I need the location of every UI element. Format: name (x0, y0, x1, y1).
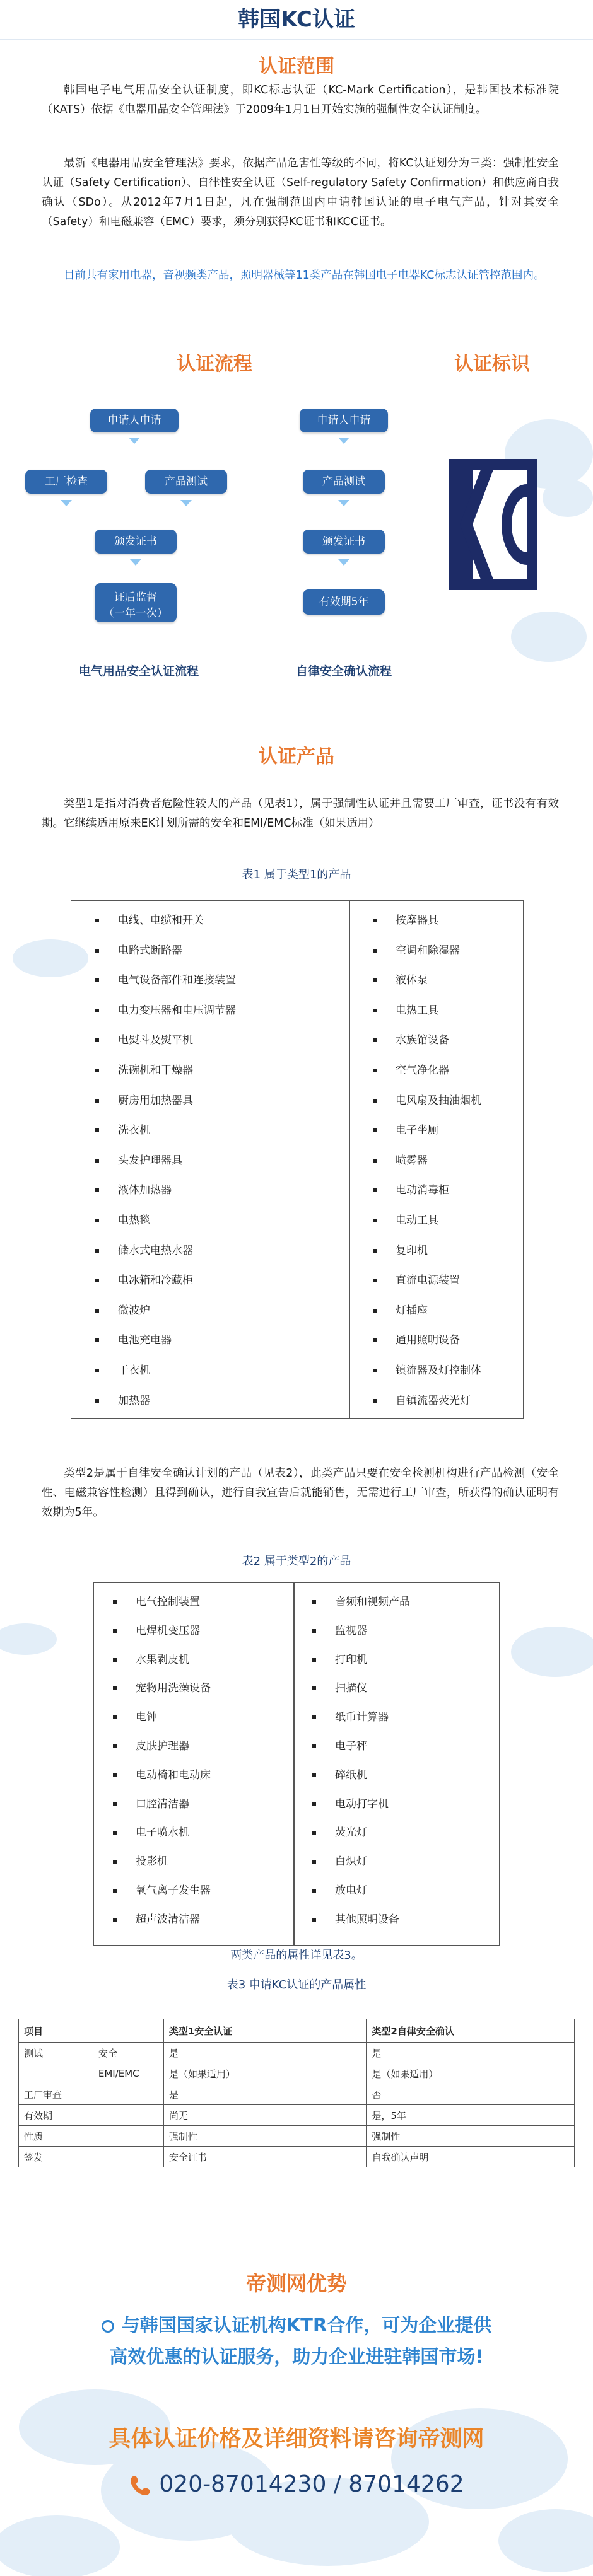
table3-title: 表3 申请KC认证的产品属性 (226, 1978, 367, 1992)
arrow-down-icon (129, 438, 140, 444)
table-cell: 安全证书 (163, 2147, 367, 2167)
self-confirm-flow-caption: 自律安全确认流程 (295, 664, 392, 678)
bullet-icon (312, 1686, 316, 1690)
table2-title: 表2 属于类型2的产品 (242, 1555, 351, 1568)
list-item (312, 1651, 367, 1666)
bullet-icon (312, 1860, 316, 1864)
bullet-circle-icon (102, 2320, 114, 2333)
list-item-label: 水果剥皮机 (136, 1653, 189, 1666)
bullet-icon (95, 1128, 99, 1132)
list-item-label: 电风扇及抽油烟机 (396, 1094, 481, 1107)
list-item (373, 1211, 438, 1227)
list-item (95, 941, 182, 957)
list-item (373, 1241, 428, 1257)
kc-mark-logo (449, 459, 537, 590)
list-item (373, 1331, 460, 1347)
table-row (19, 2043, 575, 2063)
bullet-icon (373, 1369, 377, 1372)
table-cell: 安全 (93, 2043, 163, 2063)
list-item (373, 1031, 449, 1047)
bullet-icon (373, 1038, 377, 1042)
table1 (71, 900, 524, 1419)
list-item-label: 灯插座 (396, 1304, 428, 1317)
list-item (95, 1361, 150, 1377)
list-item (373, 1361, 481, 1377)
list-item-label: 洗碗机和干燥器 (118, 1064, 193, 1077)
table2-divider (293, 1583, 295, 1945)
phone-number[interactable]: 020-87014230 / 87014262 (159, 2471, 464, 2497)
bullet-icon (373, 1338, 377, 1342)
process-heading: 认证流程 (177, 353, 252, 375)
type2-description: 类型2是属于自律安全确认计划的产品（见表2），此类产品只要在安全检测机构进行产品检测（安全性、电磁兼容性检测）且得到确认，进行自我宣告后就能销售，无需进行工厂审查，所获得的确认证明有效期为5年。 (42, 1467, 559, 1519)
flow-right-valid: 有效期5年 (303, 589, 385, 615)
flow-left-factory: 工厂检查 (25, 470, 107, 494)
table-cell: 签发 (19, 2147, 164, 2167)
list-item (95, 1061, 193, 1077)
list-item-label: 电动椅和电动床 (136, 1768, 211, 1782)
bullet-icon (312, 1600, 316, 1604)
attr-intro: 两类产品的属性详见表3。 (230, 1949, 363, 1962)
list-item (95, 1331, 172, 1347)
list-item-label: 口腔清洁器 (136, 1797, 189, 1811)
list-item (95, 1391, 150, 1407)
table-cell: 是（如果适用） (367, 2063, 575, 2084)
list-item (95, 1271, 193, 1287)
bullet-icon (373, 1399, 377, 1403)
table-row (19, 2126, 575, 2147)
list-item-label: 电线、电缆和开关 (118, 914, 204, 927)
list-item (95, 1301, 150, 1317)
list-item (95, 1001, 236, 1017)
bullet-icon (373, 1128, 377, 1132)
list-item (95, 1241, 193, 1257)
bullet-icon (95, 919, 99, 922)
table3 (18, 2019, 575, 2167)
bullet-icon (95, 1369, 99, 1372)
bullet-icon (95, 1188, 99, 1192)
flow-right-apply: 申请人申请 (300, 409, 388, 432)
table-cell: 否 (367, 2084, 575, 2105)
bullet-icon (113, 1860, 117, 1864)
bullet-icon (312, 1802, 316, 1806)
list-item (312, 1679, 367, 1695)
list-item-label: 空调和除湿器 (396, 944, 460, 957)
list-item (373, 911, 438, 927)
arrow-down-icon (338, 559, 349, 566)
list-item-label: 电力变压器和电压调节器 (118, 1004, 236, 1017)
list-item (373, 1301, 428, 1317)
list-item-label: 空气净化器 (396, 1064, 449, 1077)
bullet-icon (95, 1338, 99, 1342)
bullet-icon (373, 1159, 377, 1163)
list-item (312, 1708, 389, 1724)
list-item-label: 打印机 (335, 1653, 367, 1666)
list-item-label: 电子坐厕 (396, 1124, 438, 1137)
arrow-down-icon (130, 559, 141, 566)
list-item-label: 自镇流器荧光灯 (396, 1394, 471, 1407)
list-item (373, 941, 460, 957)
list-item-label: 碎纸机 (335, 1768, 367, 1782)
table-cell: 尚无 (163, 2105, 367, 2126)
scope-heading: 认证范围 (259, 55, 334, 78)
table-cell: 类型1安全认证 (163, 2019, 367, 2043)
bullet-icon (373, 978, 377, 982)
bullet-icon (95, 1038, 99, 1042)
flow-left-test: 产品测试 (145, 470, 227, 494)
list-item-label: 电焊机变压器 (136, 1624, 200, 1637)
list-item (113, 1910, 200, 1926)
table-cell: 自我确认声明 (367, 2147, 575, 2167)
list-item-label: 通用照明设备 (396, 1334, 460, 1347)
list-item-label: 直流电源装置 (396, 1274, 460, 1287)
list-item (373, 1391, 471, 1407)
bullet-icon (373, 1279, 377, 1282)
flow-left-supervise (95, 583, 177, 622)
table-cell: 是（如果适用） (163, 2063, 367, 2084)
bullet-icon (113, 1773, 117, 1777)
table-cell: 类型2自律安全确认 (367, 2019, 575, 2043)
bullet-icon (113, 1658, 117, 1662)
bullet-icon (95, 1249, 99, 1253)
scope-paragraph-2: 最新《电器用品安全管理法》要求，依据产品危害性等级的不同，将KC认证划分为三类：强制性安全认证（Safety Certification）、自律性安全认证（Self-regulatory Safety Confirmation）和供应商自我确认（SDo）。从2012年7月1日起，凡在强制范围内申请韩国认证的电子电气产品，针对其安全（Safety）和电磁兼容（EMC）要求，须分别获得KC证书和KCC证书。 (42, 157, 559, 228)
list-item-label: 电动工具 (396, 1214, 438, 1227)
list-item (95, 1121, 150, 1137)
advantage-text-1: 与韩国国家认证机构KTR合作，可为企业提供 (121, 2314, 492, 2336)
bullet-icon (312, 1658, 316, 1662)
bullet-icon (113, 1600, 117, 1604)
arrow-down-icon (61, 500, 72, 506)
list-item (113, 1651, 189, 1666)
bullet-icon (95, 1069, 99, 1072)
phone-line[interactable] (0, 2471, 593, 2497)
arrow-down-icon (338, 438, 349, 444)
safety-flow-caption: 电气用品安全认证流程 (78, 664, 199, 678)
bullet-icon (113, 1918, 117, 1922)
bullet-icon (373, 1009, 377, 1012)
list-item-label: 液体加热器 (118, 1184, 172, 1197)
list-item-label: 电冰箱和冷藏柜 (118, 1274, 193, 1287)
list-item (312, 1622, 367, 1637)
advantage-line-1 (0, 2311, 593, 2337)
bullet-icon (95, 978, 99, 982)
table-cell: 是 (163, 2084, 367, 2105)
list-item-label: 电路式断路器 (118, 944, 182, 957)
list-item-label: 监视器 (335, 1624, 367, 1637)
list-item-label: 电熨斗及熨平机 (118, 1034, 193, 1047)
list-item (95, 1091, 193, 1107)
arrow-down-icon (338, 500, 349, 506)
bullet-icon (312, 1831, 316, 1835)
bullet-icon (373, 1099, 377, 1103)
list-item (373, 1091, 481, 1107)
table-row (19, 2105, 575, 2126)
bullet-icon (113, 1802, 117, 1806)
list-item-label: 宠物用洗澡设备 (136, 1682, 211, 1695)
list-item-label: 液体泵 (396, 974, 428, 987)
list-item (373, 1001, 438, 1017)
table-cell: 强制性 (163, 2126, 367, 2147)
list-item (373, 1181, 449, 1197)
list-item-label: 电热工具 (396, 1004, 438, 1017)
flow-left-supervise-line1: 证后监督 (114, 591, 157, 604)
bullet-icon (373, 949, 377, 953)
list-item-label: 皮肤护理器 (136, 1740, 189, 1753)
table-cell: 有效期 (19, 2105, 164, 2126)
list-item (113, 1593, 200, 1608)
table-row (19, 2147, 575, 2167)
bullet-icon (312, 1744, 316, 1748)
list-item-label: 电子喷水机 (136, 1826, 189, 1840)
list-item-label: 洗衣机 (118, 1124, 150, 1137)
flow-left-apply: 申请人申请 (90, 409, 179, 432)
bullet-icon (95, 1159, 99, 1163)
list-item-label: 超声波清洁器 (136, 1913, 200, 1926)
table2 (93, 1582, 500, 1946)
bullet-icon (95, 1399, 99, 1403)
bullet-icon (373, 1188, 377, 1192)
bullet-icon (312, 1773, 316, 1777)
bullet-icon (373, 1069, 377, 1072)
list-item (95, 1211, 150, 1227)
bullet-icon (373, 1249, 377, 1253)
page-title: 韩国KC认证 (0, 0, 593, 40)
list-item-label: 放电灯 (335, 1884, 367, 1897)
bullet-icon (113, 1744, 117, 1748)
list-item-label: 水族馆设备 (396, 1034, 449, 1047)
list-item-label: 储水式电热水器 (118, 1244, 193, 1257)
table-cell: 是 (163, 2043, 367, 2063)
list-item-label: 微波炉 (118, 1304, 150, 1317)
type1-description: 类型1是指对消费者危险性较大的产品（见表1），属于强制性认证并且需要工厂审查，证书没有有效期。它继续适用原来EK计划所需的安全和EMI/EMC标准（如果适用） (42, 798, 559, 830)
flow-right-test: 产品测试 (303, 470, 385, 494)
bullet-icon (373, 1219, 377, 1222)
list-item (113, 1708, 157, 1724)
list-item-label: 电池充电器 (118, 1334, 172, 1347)
list-item-label: 复印机 (396, 1244, 428, 1257)
list-item-label: 电子秤 (335, 1740, 367, 1753)
list-item (95, 1151, 182, 1167)
list-item (373, 1061, 449, 1077)
bullet-icon (113, 1831, 117, 1835)
table-row (19, 2084, 575, 2105)
list-item-label: 纸币计算器 (335, 1711, 389, 1724)
list-item-label: 氧气离子发生器 (136, 1884, 211, 1897)
list-item-label: 加热器 (118, 1394, 150, 1407)
bullet-icon (113, 1889, 117, 1893)
table-cell: 是 (367, 2043, 575, 2063)
list-item-label: 厨房用加热器具 (118, 1094, 193, 1107)
list-item-label: 干衣机 (118, 1364, 150, 1377)
list-item (312, 1593, 410, 1608)
bullet-icon (373, 1309, 377, 1313)
table-cell: 是，5年 (367, 2105, 575, 2126)
flow-left-supervise-line2: （一年一次） (103, 607, 168, 620)
table-cell: EMI/EMC (93, 2063, 163, 2084)
bullet-icon (95, 1309, 99, 1313)
list-item-label: 镇流器及灯控制体 (396, 1364, 481, 1377)
list-item (312, 1910, 399, 1926)
bullet-icon (113, 1629, 117, 1633)
list-item-label: 头发护理器具 (118, 1154, 182, 1167)
list-item-label: 投影机 (136, 1855, 168, 1869)
phone-icon (129, 2473, 153, 2497)
list-item-label: 白炽灯 (335, 1855, 367, 1869)
list-item-label: 音频和视频产品 (335, 1596, 410, 1608)
list-item-label: 电钟 (136, 1711, 157, 1724)
bullet-icon (95, 1099, 99, 1103)
list-item (95, 1031, 193, 1047)
list-item (373, 1151, 428, 1167)
list-item (373, 1271, 460, 1287)
table-cell: 性质 (19, 2126, 164, 2147)
mark-heading: 认证标识 (454, 353, 530, 375)
bullet-icon (312, 1918, 316, 1922)
scope-paragraph-1: 韩国电子电气用品安全认证制度，即KC标志认证（KC-Mark Certification），是韩国技术标准院（KATS）依据《电器用品安全管理法》于2009年1月1日开始实施的强制性安全认证制度。 (42, 84, 559, 116)
list-item (95, 911, 204, 927)
list-item (312, 1766, 367, 1782)
bullet-icon (312, 1629, 316, 1633)
table-cell: 项目 (19, 2019, 164, 2043)
bullet-icon (95, 949, 99, 953)
list-item (312, 1795, 389, 1811)
table-cell: 测试 (19, 2043, 93, 2084)
bullet-icon (312, 1889, 316, 1893)
list-item (113, 1795, 189, 1811)
list-item (113, 1823, 189, 1839)
list-item-label: 电热毯 (118, 1214, 150, 1227)
list-item (373, 971, 428, 987)
list-item (113, 1881, 211, 1897)
list-item-label: 电动打字机 (335, 1797, 389, 1811)
list-item-label: 电气控制装置 (136, 1596, 200, 1608)
list-item (95, 1181, 172, 1197)
list-item (113, 1622, 200, 1637)
list-item-label: 电动消毒柜 (396, 1184, 449, 1197)
flow-left-issue: 颁发证书 (95, 530, 177, 554)
scope-paragraph-3: 目前共有家用电器，音视频类产品，照明器械等11类产品在韩国电子电器KC标志认证管控范围内。 (64, 269, 545, 282)
bullet-icon (113, 1715, 117, 1719)
bullet-icon (373, 919, 377, 922)
list-item-label: 扫描仪 (335, 1682, 367, 1695)
list-item-label: 其他照明设备 (335, 1913, 399, 1926)
table-row (19, 2019, 575, 2043)
bullet-icon (312, 1715, 316, 1719)
list-item (113, 1679, 211, 1695)
advantage-heading: 帝测网优势 (245, 2271, 347, 2295)
bullet-icon (95, 1009, 99, 1012)
list-item-label: 电气设备部件和连接装置 (118, 974, 236, 987)
list-item (95, 971, 236, 987)
table1-divider (349, 901, 350, 1418)
bullet-icon (95, 1279, 99, 1282)
list-item (113, 1852, 168, 1868)
table1-title: 表1 属于类型1的产品 (242, 868, 351, 881)
list-item (113, 1766, 211, 1782)
list-item (312, 1737, 367, 1753)
bullet-icon (95, 1219, 99, 1222)
advantage-line-2: 高效优惠的认证服务，助力企业进驻韩国市场! (109, 2346, 484, 2367)
list-item-label: 按摩器具 (396, 914, 438, 927)
bullet-icon (113, 1686, 117, 1690)
table-cell: 工厂审查 (19, 2084, 164, 2105)
list-item (312, 1852, 367, 1868)
table-cell: 强制性 (367, 2126, 575, 2147)
consult-banner: 具体认证价格及详细资料请咨询帝测网 (109, 2427, 484, 2452)
list-item (312, 1823, 367, 1839)
list-item (312, 1881, 367, 1897)
list-item (113, 1737, 189, 1753)
list-item-label: 荧光灯 (335, 1826, 367, 1840)
table-row (19, 2063, 575, 2084)
list-item-label: 喷雾器 (396, 1154, 428, 1167)
list-item (373, 1121, 438, 1137)
products-heading: 认证产品 (259, 746, 334, 768)
flow-right-issue: 颁发证书 (303, 530, 385, 554)
arrow-down-icon (180, 500, 192, 506)
